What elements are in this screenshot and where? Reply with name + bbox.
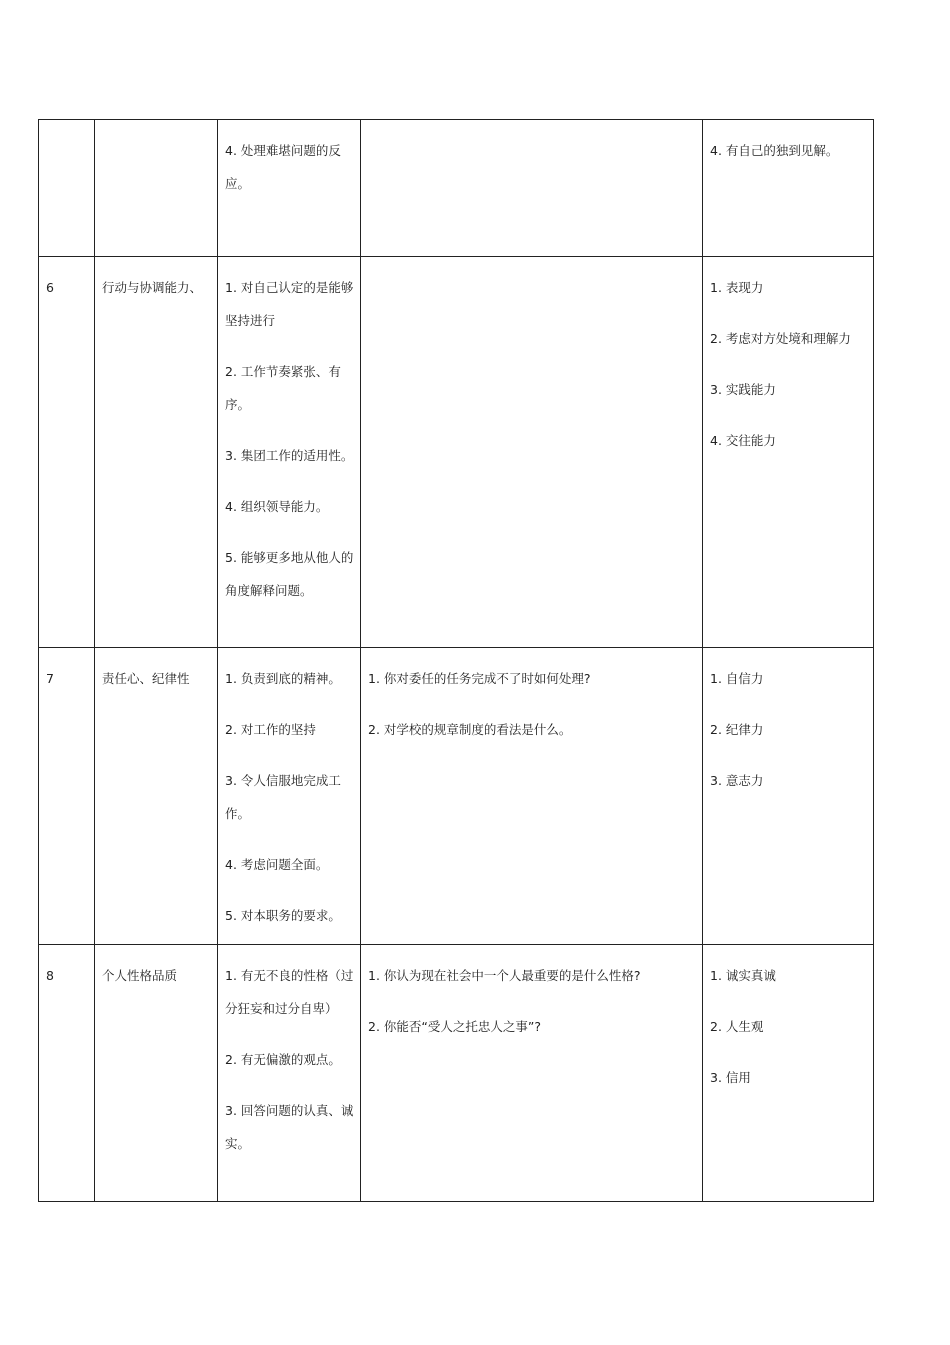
- criteria-cell: [218, 945, 361, 1202]
- qualities-item: 1. 诚实真诚: [710, 968, 776, 983]
- row-number: 6: [46, 280, 54, 295]
- table-row: [39, 120, 874, 257]
- qualities-cell: [703, 945, 874, 1202]
- table-row: [39, 945, 874, 1202]
- category-cell: [95, 257, 218, 648]
- questions-cell: [361, 945, 703, 1202]
- category-cell: [95, 648, 218, 945]
- questions-item: 2. 对学校的规章制度的看法是什么。: [368, 722, 572, 737]
- criteria-item: 2. 对工作的坚持: [225, 722, 316, 737]
- criteria-item: 4. 考虑问题全面。: [225, 857, 329, 872]
- category-item: 责任心、纪律性: [102, 671, 190, 686]
- criteria-item: 5. 对本职务的要求。: [225, 908, 341, 923]
- row-number-cell: [39, 257, 95, 648]
- qualities-item: 2. 人生观: [710, 1019, 764, 1034]
- category-item: 行动与协调能力、: [102, 280, 203, 295]
- qualities-item: 3. 信用: [710, 1070, 751, 1085]
- qualities-item: 2. 考虑对方处境和理解力: [710, 331, 851, 346]
- qualities-item: 3. 意志力: [710, 773, 764, 788]
- table-row: [39, 648, 874, 945]
- criteria-cell: [218, 648, 361, 945]
- criteria-item: 4. 处理难堪问题的反应。: [225, 143, 341, 191]
- row-number: 7: [46, 671, 54, 686]
- criteria-item: 1. 有无不良的性格（过分狂妄和过分自卑）: [225, 968, 354, 1016]
- table-row: [39, 257, 874, 648]
- questions-cell: [361, 257, 703, 648]
- questions-item: 2. 你能否“受人之托忠人之事”?: [368, 1019, 541, 1034]
- criteria-item: 3. 令人信服地完成工作。: [225, 773, 341, 821]
- row-number-cell: [39, 945, 95, 1202]
- qualities-item: 2. 纪律力: [710, 722, 764, 737]
- questions-item: 1. 你对委任的任务完成不了时如何处理?: [368, 671, 591, 686]
- criteria-item: 3. 回答问题的认真、诚实。: [225, 1103, 354, 1151]
- criteria-cell: [218, 257, 361, 648]
- qualities-cell: [703, 648, 874, 945]
- criteria-item: 1. 负责到底的精神。: [225, 671, 341, 686]
- criteria-item: 3. 集团工作的适用性。: [225, 448, 354, 463]
- row-number: 8: [46, 968, 54, 983]
- questions-cell: [361, 648, 703, 945]
- criteria-item: 2. 有无偏激的观点。: [225, 1052, 341, 1067]
- criteria-item: 5. 能够更多地从他人的角度解释问题。: [225, 550, 354, 598]
- category-cell: [95, 120, 218, 257]
- qualities-item: 4. 交往能力: [710, 433, 776, 448]
- evaluation-table: [38, 119, 874, 1202]
- criteria-item: 2. 工作节奏紧张、有序。: [225, 364, 341, 412]
- criteria-item: 4. 组织领导能力。: [225, 499, 329, 514]
- qualities-cell: [703, 120, 874, 257]
- evaluation-table-body: [39, 120, 874, 1202]
- qualities-item: 4. 有自己的独到见解。: [710, 143, 839, 158]
- qualities-item: 1. 自信力: [710, 671, 764, 686]
- category-item: 个人性格品质: [102, 968, 178, 983]
- row-number-cell: [39, 120, 95, 257]
- criteria-item: 1. 对自己认定的是能够坚持进行: [225, 280, 354, 328]
- category-cell: [95, 945, 218, 1202]
- qualities-item: 3. 实践能力: [710, 382, 776, 397]
- criteria-cell: [218, 120, 361, 257]
- row-number-cell: [39, 648, 95, 945]
- qualities-cell: [703, 257, 874, 648]
- qualities-item: 1. 表现力: [710, 280, 764, 295]
- questions-cell: [361, 120, 703, 257]
- questions-item: 1. 你认为现在社会中一个人最重要的是什么性格?: [368, 968, 641, 983]
